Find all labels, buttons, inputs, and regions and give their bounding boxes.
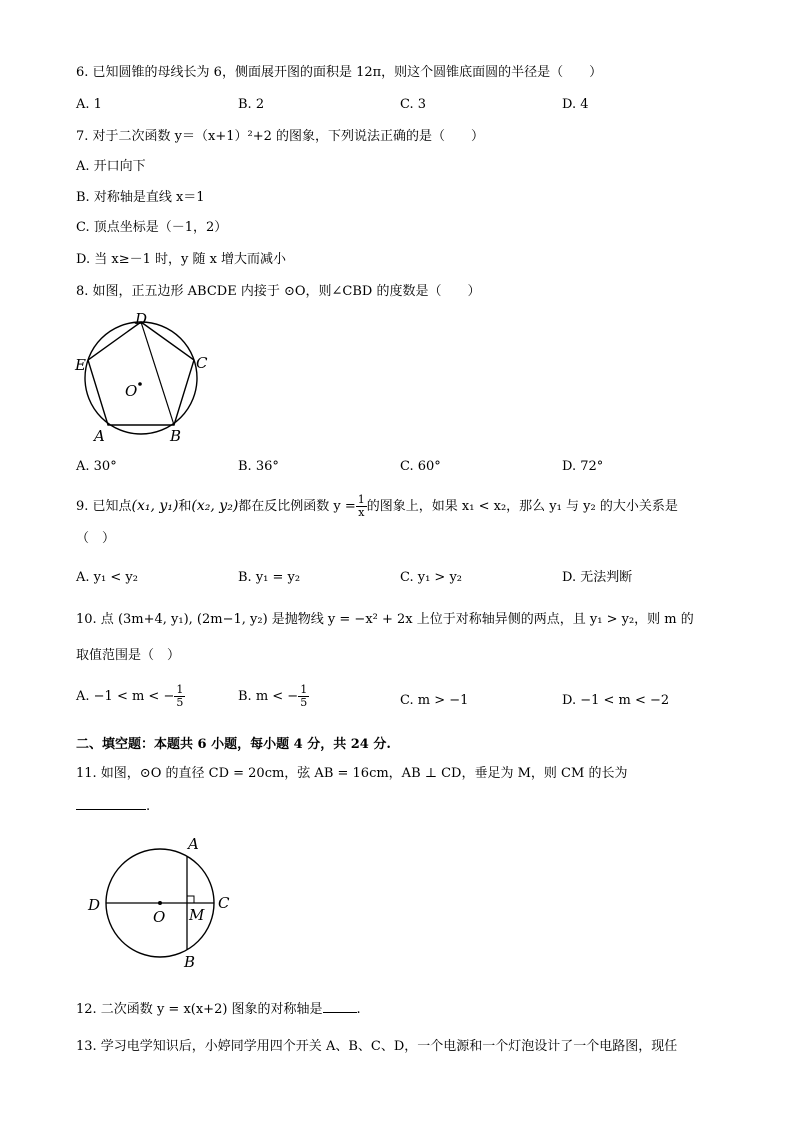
q8-center-dot [138, 382, 142, 386]
q10-option-a-den: 5 [176, 696, 184, 709]
q11-circle-figure [84, 832, 244, 974]
q9-option-c: C. y₁ > y₂ [400, 570, 463, 585]
q11-blank [76, 797, 146, 810]
q10-option-d: D. −1 < m < −2 [562, 693, 670, 708]
q8-label-b: B [170, 427, 182, 445]
q8-label-a: A [94, 427, 105, 445]
q8-stem: 8. 如图，正五边形 ABCDE 内接于 ⊙O，则∠CBD 的度数是（ ） [76, 284, 481, 299]
q12-stem: 12. 二次函数 y = x(x+2) 图象的对称轴是 [76, 1002, 323, 1017]
q9-frac-den: x [358, 506, 365, 519]
q10-option-c: C. m > −1 [400, 693, 469, 708]
q10-option-a-text: A. −1 < m < − [76, 689, 175, 704]
q6-option-b: B. 2 [238, 97, 265, 112]
q7-option-c: C. 顶点坐标是（－1，2） [76, 220, 228, 235]
q9-option-b: B. y₁ = y₂ [238, 570, 301, 585]
q9-frac-num: 1 [357, 493, 365, 506]
q8-option-b: B. 36° [238, 459, 279, 474]
q11-label-o: O [153, 908, 166, 926]
q11-answer-line [76, 797, 150, 816]
q6-option-c: C. 3 [400, 97, 427, 112]
q9-option-a: A. y₁ < y₂ [76, 570, 138, 585]
q10-option-b-den: 5 [300, 696, 308, 709]
q9-stem-part1: 9. 已知点 [76, 499, 132, 514]
q8-label-o: O [125, 382, 138, 400]
q10-option-b-fraction [298, 684, 309, 709]
q11-label-d: D [88, 896, 101, 914]
q10-option-b [238, 684, 309, 709]
q11-right-angle-mark [187, 896, 194, 903]
q11-stem: 11. 如图，⊙O 的直径 CD = 20cm，弦 AB = 16cm，AB ⊥ CD，垂足为 M，则 CM 的长为 [76, 766, 628, 781]
q8-pentagon-figure [70, 308, 220, 448]
q7-option-b: B. 对称轴是直线 x＝1 [76, 190, 205, 205]
q9-paren: （ ） [76, 531, 116, 546]
q8-option-d: D. 72° [562, 459, 604, 474]
q8-diagonal-bd [141, 322, 174, 425]
q10-option-a [76, 684, 185, 709]
q11-label-b: B [184, 953, 196, 971]
q8-label-e: E [75, 356, 86, 374]
q7-option-d: D. 当 x≥－1 时，y 随 x 增大而减小 [76, 252, 287, 267]
q11-center-dot [158, 901, 162, 905]
q9-and: 和 [178, 499, 192, 514]
q10-option-a-fraction [174, 684, 185, 709]
q7-stem: 7. 对于二次函数 y＝（x+1）²+2 的图象，下列说法正确的是（ ） [76, 129, 485, 144]
q8-pentagon [88, 322, 194, 425]
q12-blank [323, 1000, 357, 1013]
q10-option-a-num: 1 [176, 683, 184, 696]
q6-option-a: A. 1 [76, 97, 102, 112]
q11-label-a: A [188, 835, 199, 853]
section2-heading: 二、填空题：本题共 6 小题，每小题 4 分，共 24 分. [76, 737, 391, 752]
q8-label-d: D [135, 310, 148, 328]
q11-label-m: M [189, 906, 205, 924]
q10-stem2: 取值范围是（ ） [76, 648, 181, 663]
q10-stem: 10. 点 (3m+4, y₁), (2m−1, y₂) 是抛物线 y = −x² + 2x 上位于对称轴异侧的两点，且 y₁ > y₂，则 m 的 [76, 612, 694, 627]
q9-fraction [356, 494, 367, 519]
q9-stem [76, 494, 678, 519]
q8-circle [85, 322, 197, 434]
q10-option-b-num: 1 [300, 683, 308, 696]
q13-stem: 13. 学习电学知识后，小婷同学用四个开关 A、B、C、D，一个电源和一个灯泡设计了一个电路图，现任 [76, 1039, 678, 1054]
q9-stem-part3: 的图象上，如果 x₁ < x₂，那么 y₁ 与 y₂ 的大小关系是 [366, 499, 678, 514]
q6-stem: 6. 已知圆锥的母线长为 6，侧面展开图的面积是 12π，则这个圆锥底面圆的半径是（ ） [76, 65, 603, 80]
q10-option-b-text: B. m < − [238, 689, 299, 704]
q9-option-d: D. 无法判断 [562, 570, 633, 585]
q11-label-c: C [218, 894, 230, 912]
q9-point1: (x₁, y₁) [131, 498, 179, 514]
q8-option-c: C. 60° [400, 459, 441, 474]
q8-option-a: A. 30° [76, 459, 117, 474]
q11-end: . [146, 799, 151, 814]
q8-label-c: C [196, 354, 208, 372]
q12-line [76, 1000, 361, 1019]
q9-stem-part2: 都在反比例函数 y = [238, 499, 356, 514]
q7-option-a: A. 开口向下 [76, 159, 146, 174]
q9-point2: (x₂, y₂) [191, 498, 239, 514]
q12-end: . [356, 1002, 361, 1017]
q6-option-d: D. 4 [562, 97, 589, 112]
